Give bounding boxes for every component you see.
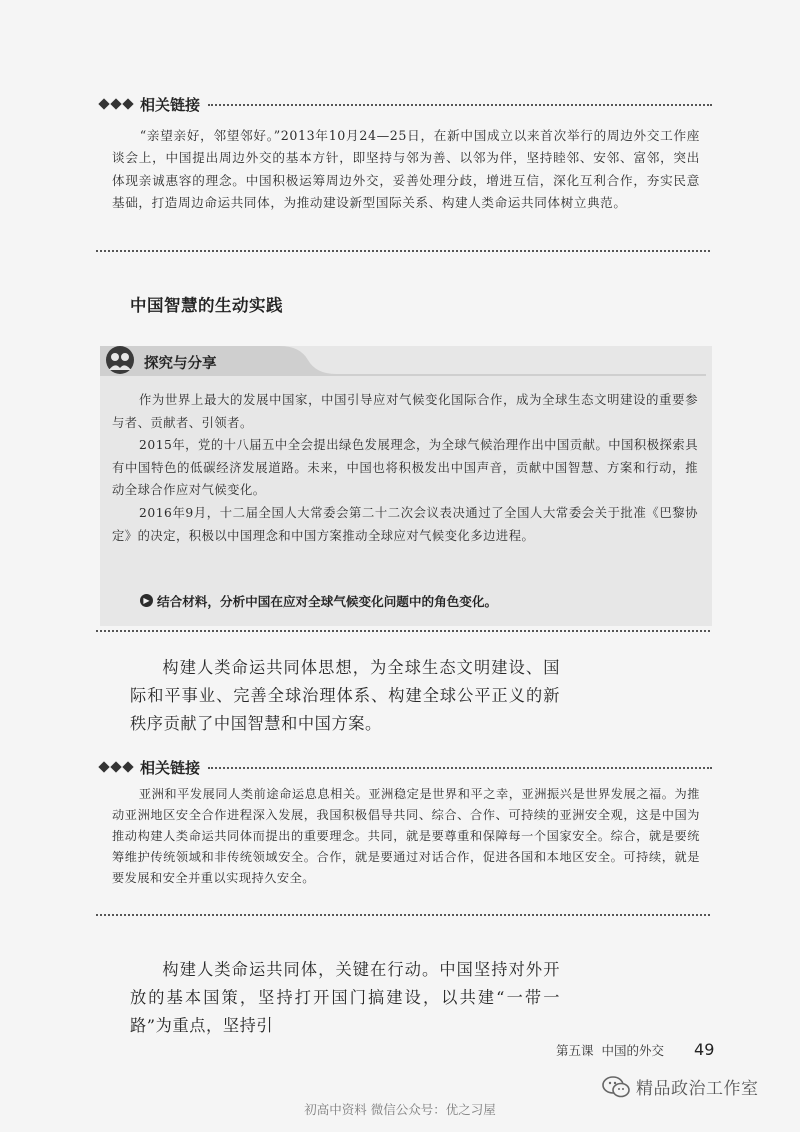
bottom-caption: 初高中资料 微信公众号：优之习屋 [304, 1102, 496, 1117]
diamond-bullet-icon [98, 98, 109, 109]
dotted-separator [96, 250, 710, 252]
dotted-separator [96, 914, 710, 916]
related-link-title: 相关链接 [140, 95, 201, 114]
diamond-bullets [100, 100, 132, 108]
arrow-right-icon: ▶ [140, 594, 153, 607]
explore-paragraph: 2015年，党的十八届五中全会提出绿色发展理念，为全球气候治理作出中国贡献。中国积极探索具有中国特色的低碳经济发展道路。未来，中国也将积极发出中国声音，贡献中国智慧、方案和行动，推动全球合作应对气候变化。 [112, 438, 698, 497]
diamond-bullet-icon [122, 761, 133, 772]
body-paragraph: 构建人类命运共同体，关键在行动。中国坚持对外开放的基本国策，坚持打开国门搞建设，以共建“一带一路”为重点，坚持引 [130, 960, 560, 1035]
explore-task [140, 591, 497, 610]
diamond-bullet-icon [110, 98, 121, 109]
related-link-header [100, 755, 712, 779]
section-title: 中国智慧的生动实践 [130, 296, 283, 315]
related-link-header [100, 92, 712, 116]
wechat-icon [602, 1075, 630, 1099]
diamond-bullet-icon [110, 761, 121, 772]
explore-task-text: 结合材料，分析中国在应对全球气候变化问题中的角色变化。 [157, 594, 498, 609]
dotted-rule [208, 104, 712, 106]
footer-lesson: 第五课 [556, 1043, 594, 1058]
page-footer [556, 1040, 714, 1059]
diamond-bullets [100, 763, 132, 771]
people-discussion-icon [104, 344, 136, 376]
diamond-bullet-icon [122, 98, 133, 109]
explore-paragraph: 2016年9月，十二届全国人大常委会第二十二次会议表决通过了全国人大常委会关于批准《巴黎协定》的决定，积极以中国理念和中国方案推动全球应对气候变化多边进程。 [112, 506, 698, 543]
body-paragraph: 构建人类命运共同体思想，为全球生态文明建设、国际和平事业、完善全球治理体系、构建全球公平正义的新秩序贡献了中国智慧和中国方案。 [130, 658, 560, 733]
diamond-bullet-icon [98, 761, 109, 772]
dotted-rule [208, 767, 712, 769]
page-number: 49 [694, 1040, 715, 1059]
footer-lesson-title: 中国的外交 [601, 1043, 665, 1058]
explore-paragraph: 作为世界上最大的发展中国家，中国引导应对气候变化国际合作，成为全球生态文明建设的重要参与者、贡献者、引领者。 [112, 393, 698, 430]
watermark-text: 精品政治工作室 [636, 1079, 759, 1099]
related-link-paragraph: 亚洲和平发展同人类前途命运息息相关。亚洲稳定是世界和平之幸，亚洲振兴是世界发展之福。为推动亚洲地区安全合作进程深入发展，我国积极倡导共同、综合、合作、可持续的亚洲安全观，这是中国为推动构建人类命运共同体而提出的重要理念。共同，就是要尊重和保障每一个国家安全。综合，就是要统筹维护传统领域和非传统领域安全。合作，就是要通过对话合作，促进各国和本地区安全。可持续，就是要发展和安全并重以实现持久安全。 [112, 787, 700, 885]
related-link-title: 相关链接 [140, 758, 201, 777]
explore-title: 探究与分享 [144, 356, 217, 372]
related-link-paragraph: “亲望亲好，邻望邻好。”2013年10月24—25日，在新中国成立以来首次举行的周边外交工作座谈会上，中国提出周边外交的基本方针，即坚持与邻为善、以邻为伴，坚持睦邻、安邻、富邻，突出体现亲诚惠容的理念。中国积极运筹周边外交，妥善处理分歧，增进互信，深化互利合作，夯实民意基础，打造周边命运共同体，为推动建设新型国际关系、构建人类命运共同体树立典范。 [112, 128, 700, 211]
watermark [602, 1074, 759, 1099]
dotted-separator [96, 630, 710, 632]
